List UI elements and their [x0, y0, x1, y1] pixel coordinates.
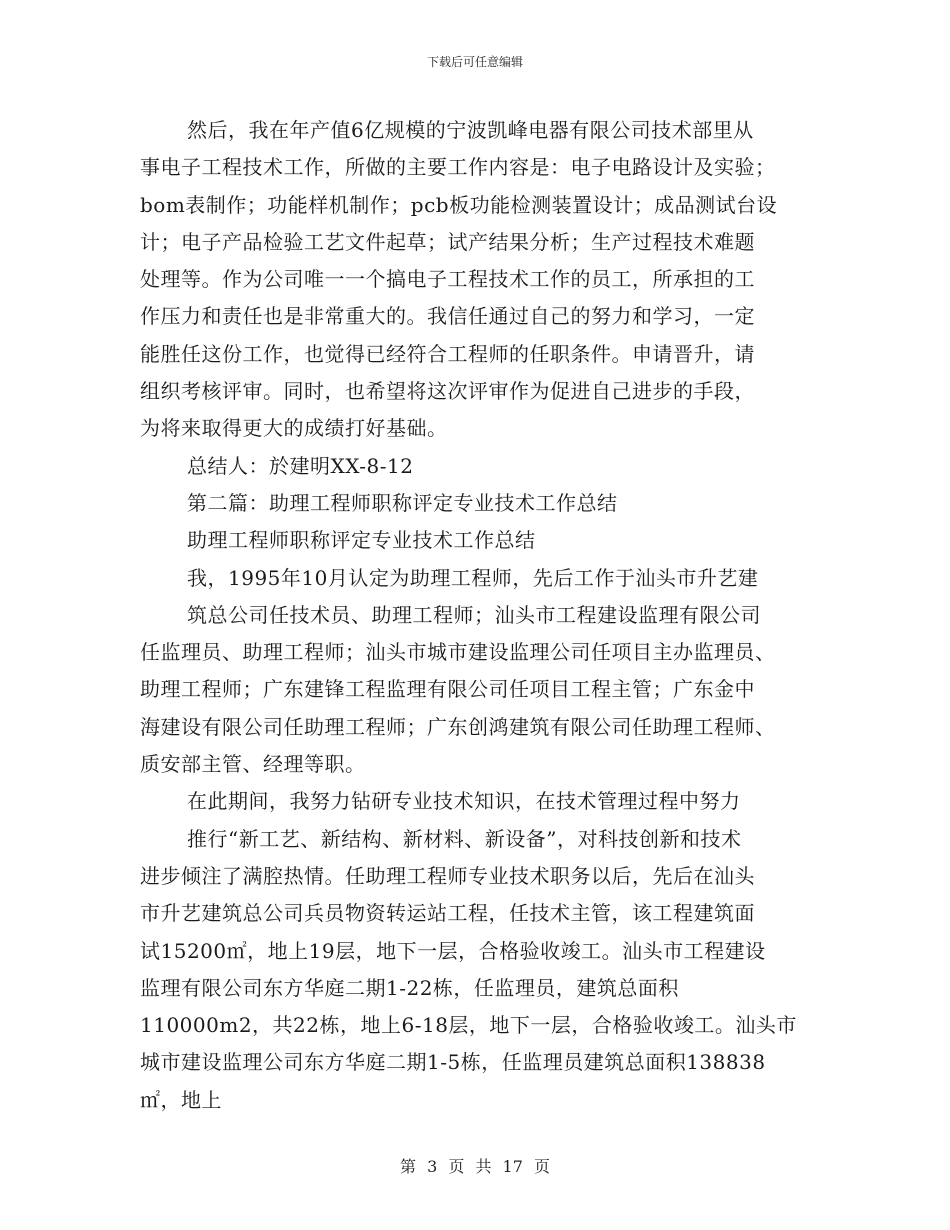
page-footer-page-number: 第 3 页 共 17 页	[400, 1157, 550, 1176]
text-line: 为将来取得更大的成绩打好基础。	[140, 416, 448, 441]
text-line: 进步倾注了满腔热情。任助理工程师专业技术职务以后，先后在汕头	[140, 863, 755, 888]
text-line: 城市建设监理公司东方华庭二期1-5栋，任监理员建筑总面积138838	[140, 1050, 766, 1075]
text-line: 海建设有限公司任助理工程师；广东创鸿建筑有限公司任助理工程师、	[140, 714, 776, 739]
text-line: 组织考核评审。同时，也希望将这次评审作为促进自己进步的手段，	[140, 379, 755, 404]
text-line: 处理等。作为公司唯一一个搞电子工程技术工作的员工，所承担的工	[140, 267, 755, 292]
text-line: 筑总公司任技术员、助理工程师；汕头市工程建设监理有限公司	[187, 602, 761, 627]
text-line: 我，1995年10月认定为助理工程师，先后工作于汕头市升艺建	[187, 565, 759, 590]
text-line: 能胜任这份工作，也觉得已经符合工程师的任职条件。申请晋升，请	[140, 341, 755, 366]
text-line: 总结人：於建明XX-8-12	[187, 453, 414, 478]
page-header: 下载后可任意编辑	[426, 55, 523, 69]
text-line: 助理工程师；广东建锋工程监理有限公司任项目工程主管；广东金中	[140, 677, 755, 702]
text-line: ㎡，地上	[140, 1087, 222, 1112]
text-line: 事电子工程技术工作，所做的主要工作内容是：电子电路设计及实验；	[140, 155, 776, 180]
document-body	[140, 112, 820, 1119]
text-line: 试15200㎡，地上19层，地下一层，合格验收竣工。汕头市工程建设	[140, 938, 766, 963]
text-line: 推行“新工艺、新结构、新材料、新设备”，对科技创新和技术	[187, 826, 742, 851]
text-line: 市升艺建筑总公司兵员物资转运站工程，任技术主管，该工程建筑面	[140, 901, 755, 926]
text-line: bom表制作；功能样机制作；pcb板功能检测装置设计；成品测试台设	[140, 192, 778, 217]
text-line: 110000m2，共22栋，地上6-18层，地下一层，合格验收竣工。汕头市	[140, 1013, 797, 1038]
text-line: 质安部主管、经理等职。	[140, 752, 366, 777]
text-line: 计；电子产品检验工艺文件起草；试产结果分析；生产过程技术难题	[140, 229, 755, 254]
text-line: 任监理员、助理工程师；汕头市城市建设监理公司任项目主办监理员、	[140, 640, 776, 665]
text-line: 助理工程师职称评定专业技术工作总结	[187, 528, 536, 553]
text-line: 监理有限公司东方华庭二期1-22栋，任监理员，建筑总面积	[140, 975, 679, 1000]
text-line: 然后，我在年产值6亿规模的宁波凯峰电器有限公司技术部里从	[187, 118, 754, 142]
text-line: 在此期间，我努力钻研专业技术知识，在技术管理过程中努力	[187, 789, 741, 814]
text-line: 第二篇：助理工程师职称评定专业技术工作总结	[187, 490, 618, 515]
text-line: 作压力和责任也是非常重大的。我信任通过自己的努力和学习，一定	[140, 304, 755, 329]
